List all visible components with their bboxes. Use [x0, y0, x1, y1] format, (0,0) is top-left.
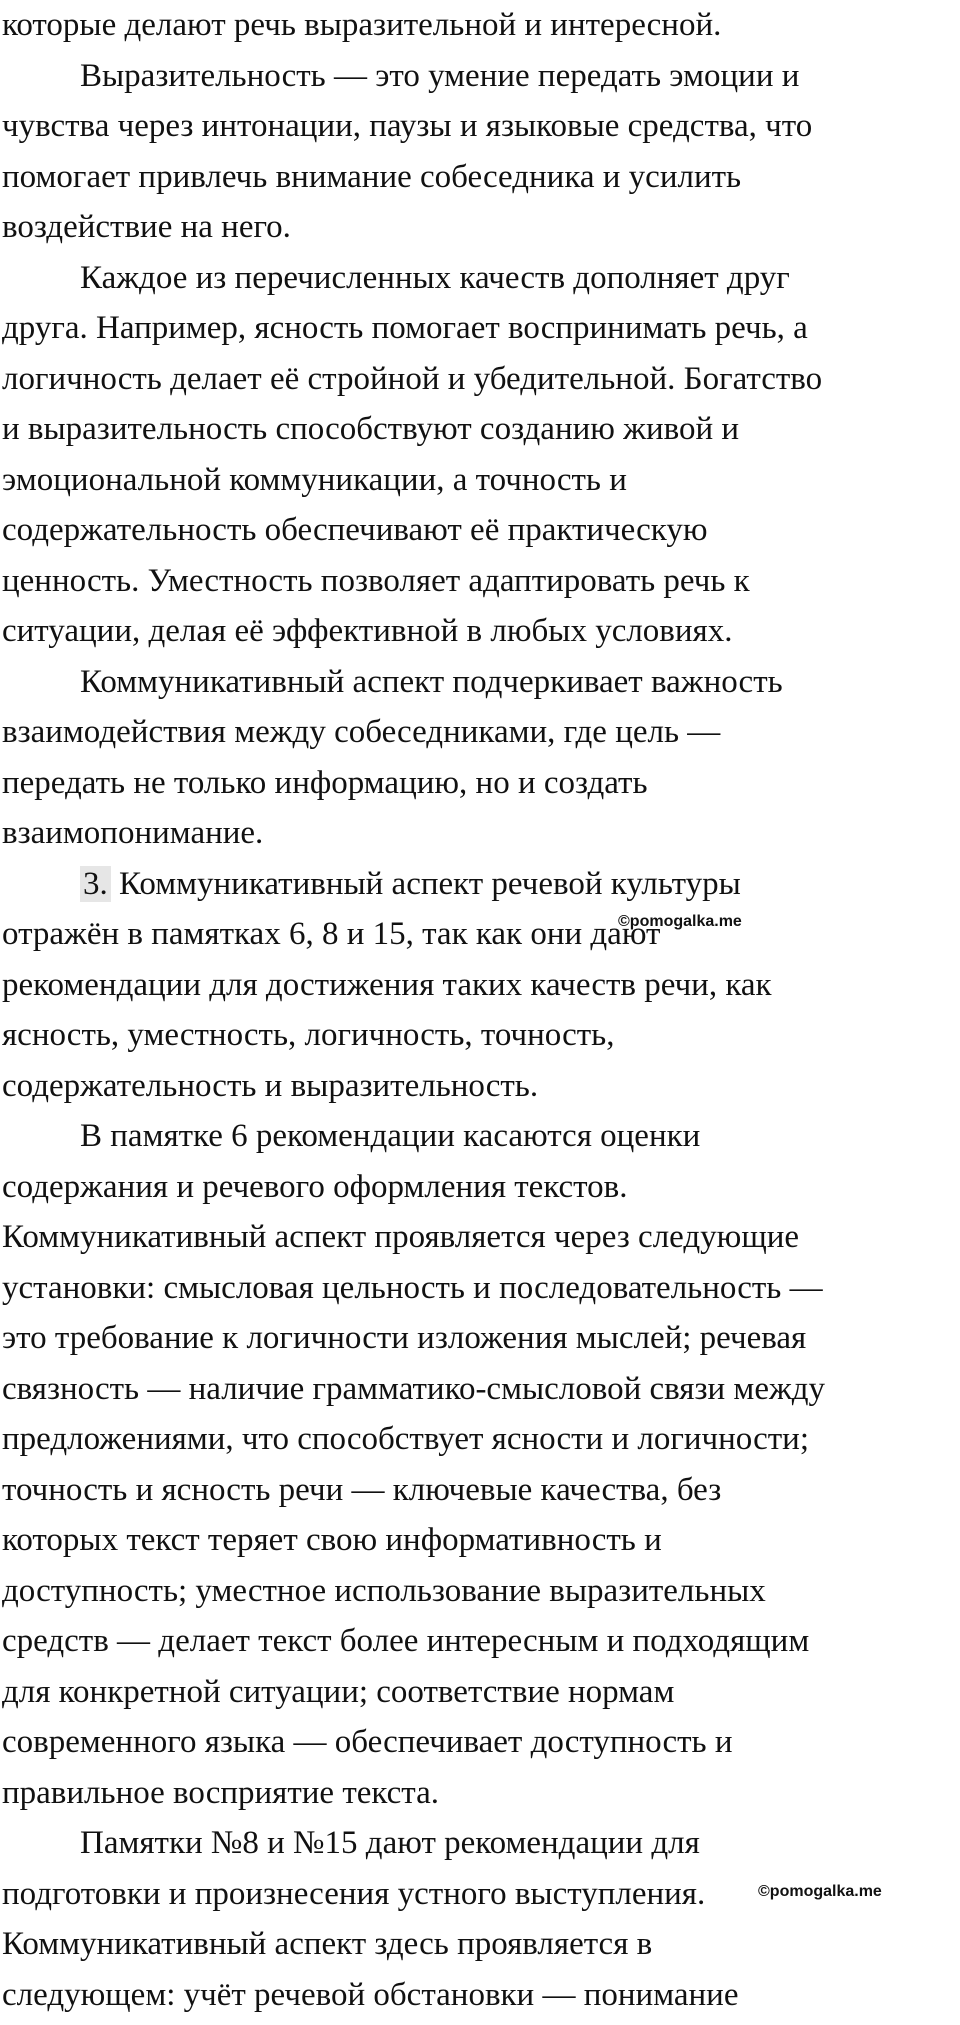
text-line: содержательность и выразительность.	[2, 1067, 539, 1104]
text-line: которые делают речь выразительной и интересной.	[2, 7, 722, 43]
text-line: точность и ясность речи — ключевые качества, без	[2, 1471, 722, 1508]
text-line: ситуации, делая её эффективной в любых условиях.	[2, 613, 733, 649]
text-line: содержания и речевого оформления текстов.	[2, 1168, 628, 1205]
text-line: рекомендации для достижения таких качеств речи, как	[2, 966, 772, 1003]
text-line: В памятке 6 рекомендации касаются оценки	[80, 1118, 701, 1154]
text-line-content: Коммуникативный аспект речевой культуры	[119, 865, 741, 902]
text-line: ценность. Уместность позволяет адаптировать речь к	[2, 562, 750, 599]
text-line: содержательность обеспечивают её практическую	[2, 512, 708, 548]
item-number-highlight: 3.	[80, 866, 111, 902]
text-line: чувства через интонации, паузы и языковые средства, что	[2, 108, 813, 144]
text-line: установки: смысловая цельность и последовательность —	[2, 1269, 823, 1306]
text-line: подготовки и произнесения устного выступления.	[2, 1875, 706, 1912]
numbered-item-line	[2, 859, 960, 910]
text-line: средств — делает текст более интересным и подходящим	[2, 1623, 810, 1659]
text-line: помогает привлечь внимание собеседника и усилить	[2, 158, 742, 195]
text-line: доступность; уместное использование выразительных	[2, 1572, 766, 1609]
text-line: Коммуникативный аспект подчеркивает важность	[80, 663, 783, 700]
text-line: и выразительность способствуют созданию живой и	[2, 411, 740, 447]
text-line: Выразительность — это умение передать эмоции и	[80, 57, 800, 94]
text-line: Каждое из перечисленных качеств дополняет друг	[80, 259, 790, 296]
text-line: взаимопонимание.	[2, 815, 264, 851]
text-line: правильное восприятие текста.	[2, 1774, 439, 1811]
text-line: связность — наличие грамматико-смысловой связи между	[2, 1370, 826, 1407]
watermark: ©pomogalka.me	[758, 1883, 882, 1900]
text-line: взаимодействия между собеседниками, где цель —	[2, 714, 721, 750]
text-line: для конкретной ситуации; соответствие нормам	[2, 1673, 675, 1710]
watermark: ©pomogalka.me	[618, 913, 742, 930]
text-line: логичность делает её стройной и убедительной. Богатство	[2, 360, 823, 397]
text-line: друга. Например, ясность помогает воспринимать речь, а	[2, 310, 808, 346]
text-line: Коммуникативный аспект проявляется через следующие	[2, 1219, 800, 1255]
text-line: следующем: учёт речевой обстановки — понимание	[2, 1976, 739, 2013]
text-line: которых текст теряет свою информативность и	[2, 1522, 662, 1558]
text-line: отражён в памятках 6, 8 и 15, так как они дают	[2, 916, 661, 952]
text-line: передать не только информацию, но и создать	[2, 764, 648, 801]
text-line: Коммуникативный аспект здесь проявляется в	[2, 1926, 653, 1962]
text-line: современного языка — обеспечивает доступность и	[2, 1724, 733, 1760]
text-line: воздействие на него.	[2, 209, 291, 245]
text-line: Памятки №8 и №15 дают рекомендации для	[80, 1825, 700, 1861]
text-line: это требование к логичности изложения мыслей; речевая	[2, 1320, 807, 1356]
text-line: предложениями, что способствует ясности и логичности;	[2, 1421, 810, 1457]
text-line: ясность, уместность, логичность, точность,	[2, 1017, 615, 1053]
text-body	[2, 0, 960, 2020]
text-line: эмоциональной коммуникации, а точность и	[2, 461, 627, 498]
